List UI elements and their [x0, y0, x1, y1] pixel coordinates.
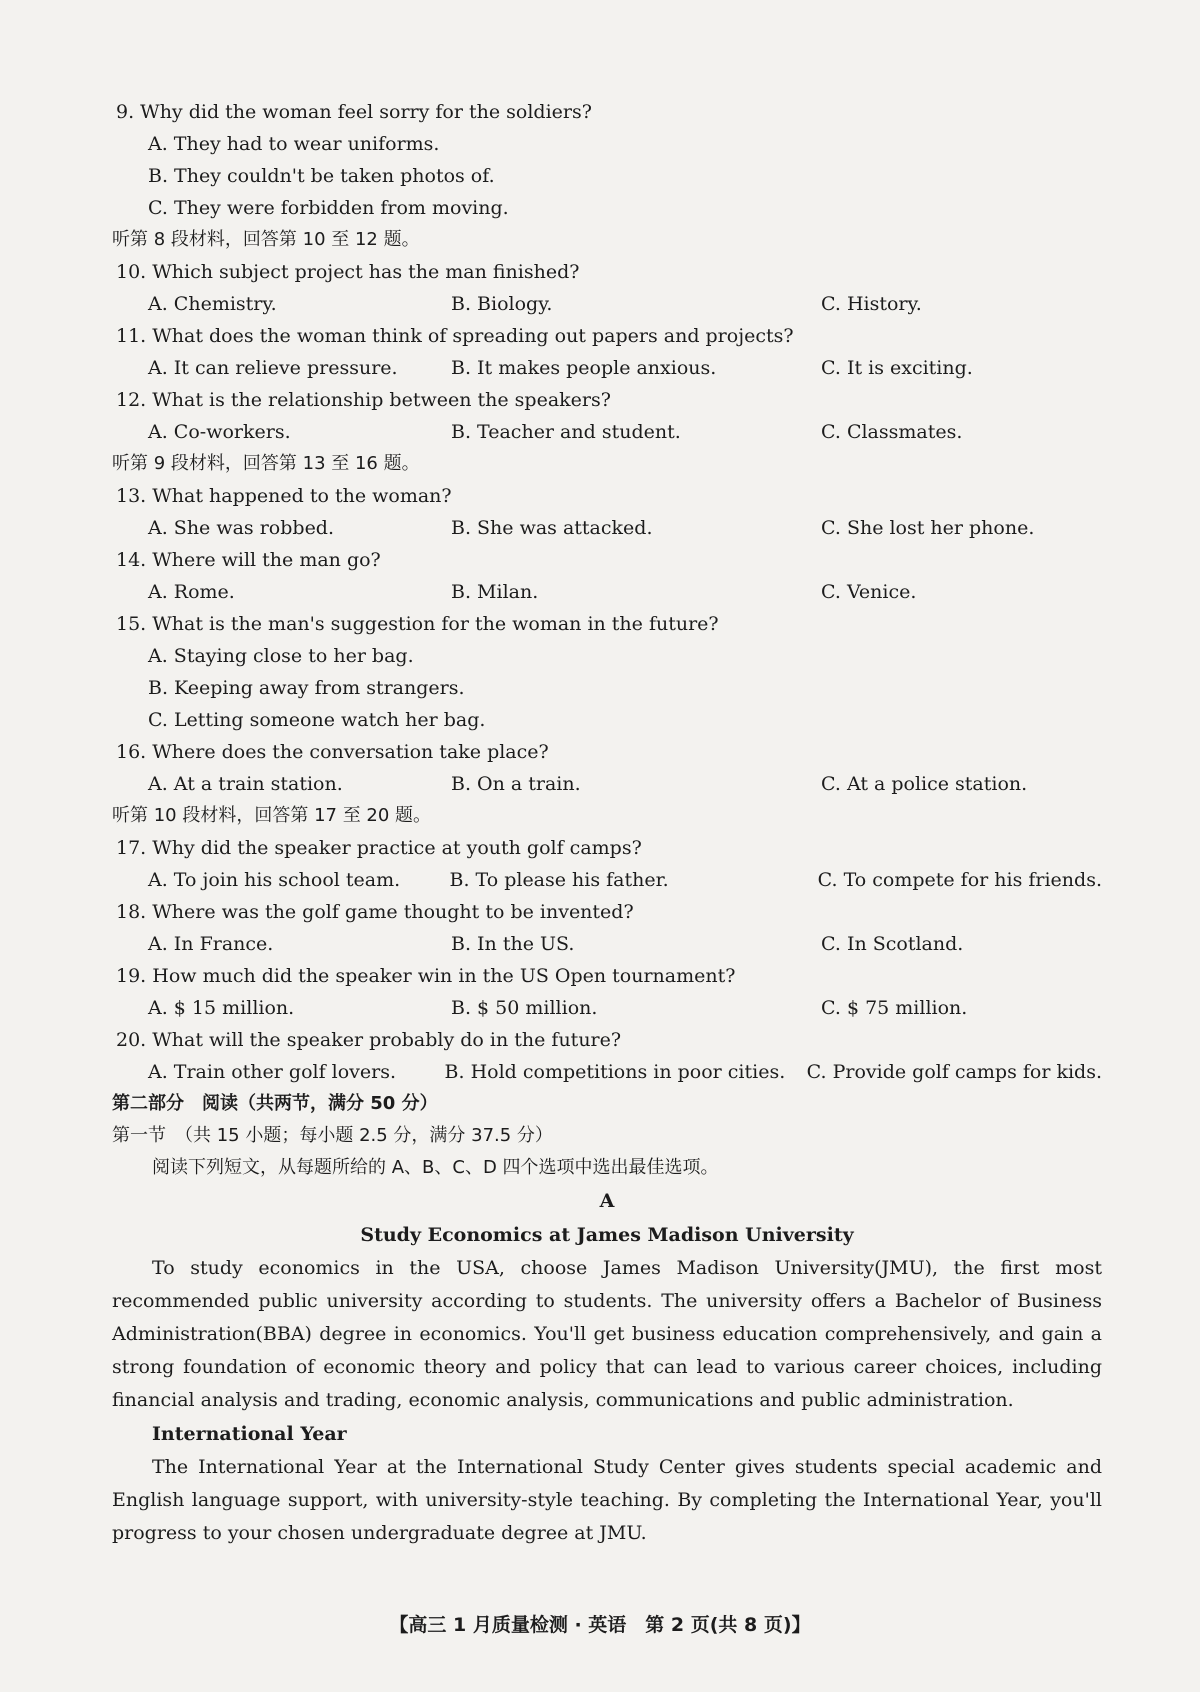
question-19-option-a: A. $ 15 million. [148, 997, 295, 1019]
question-13-option-b: B. She was attacked. [451, 517, 653, 539]
question-15-option-b: B. Keeping away from strangers. [148, 677, 465, 699]
question-11-option-c: C. It is exciting. [821, 357, 973, 379]
question-12-options [112, 416, 1102, 448]
passage-subheading: International Year [152, 1423, 347, 1445]
question-20-options [112, 1056, 1102, 1088]
question-15-option-a: A. Staying close to her bag. [148, 645, 414, 667]
question-17-option-a: A. To join his school team. [148, 869, 401, 891]
question-16-option-a: A. At a train station. [148, 773, 343, 795]
question-15-stem: 15. What is the man's suggestion for the woman in the future? [116, 613, 719, 635]
section-9-instruction: 听第 9 段材料，回答第 13 至 16 题。 [112, 453, 420, 474]
section-1-heading: 第一节 （共 15 小题；每小题 2.5 分，满分 37.5 分） [112, 1125, 553, 1146]
question-19-options [112, 992, 1102, 1024]
question-11-option-a: A. It can relieve pressure. [148, 357, 398, 379]
question-15-option-c: C. Letting someone watch her bag. [148, 709, 486, 731]
question-18-options [112, 928, 1102, 960]
question-14-stem: 14. Where will the man go? [116, 549, 381, 571]
question-9-option-c: C. They were forbidden from moving. [148, 197, 509, 219]
question-18-option-a: A. In France. [148, 933, 274, 955]
question-17-stem: 17. Why did the speaker practice at youth golf camps? [116, 837, 642, 859]
question-16-options [112, 768, 1102, 800]
question-10-options [112, 288, 1102, 320]
page-footer: 【高三 1 月质量检测 · 英语 第 2 页(共 8 页)】 [389, 1614, 811, 1636]
question-13-option-c: C. She lost her phone. [821, 517, 1035, 539]
question-11-options [112, 352, 1102, 384]
question-19-option-c: C. $ 75 million. [821, 997, 968, 1019]
question-12-stem: 12. What is the relationship between the speakers? [116, 389, 611, 411]
question-11-option-b: B. It makes people anxious. [451, 357, 717, 379]
reading-instruction: 阅读下列短文，从每题所给的 A、B、C、D 四个选项中选出最佳选项。 [152, 1157, 719, 1178]
question-19-stem: 19. How much did the speaker win in the US Open tournament? [116, 965, 736, 987]
question-13-stem: 13. What happened to the woman? [116, 485, 452, 507]
question-20-option-c: C. Provide golf camps for kids. [806, 1061, 1102, 1083]
question-13-options [112, 512, 1102, 544]
question-9-option-a: A. They had to wear uniforms. [148, 133, 440, 155]
question-16-stem: 16. Where does the conversation take place? [116, 741, 549, 763]
question-9-stem: 9. Why did the woman feel sorry for the soldiers? [116, 101, 592, 123]
passage-paragraph-1: To study economics in the USA, choose James Madison University(JMU), the first most recommended public university according to students. The university offers a Bachelor of Business Administration(BBA) degree in economics. You'll get business education comprehensively, and gain a strong foundation of economic theory and policy that can lead to various career choices, including financial analysis and trading, economic analysis, communications and public administration. [112, 1257, 1102, 1411]
question-16-option-b: B. On a train. [451, 773, 581, 795]
question-20-option-a: A. Train other golf lovers. [148, 1061, 397, 1083]
question-14-option-b: B. Milan. [451, 581, 539, 603]
page-content [112, 96, 1102, 1550]
question-19-option-b: B. $ 50 million. [451, 997, 598, 1019]
question-10-option-b: B. Biology. [451, 293, 553, 315]
passage-title: Study Economics at James Madison University [360, 1224, 854, 1246]
question-12-option-c: C. Classmates. [821, 421, 963, 443]
question-12-option-b: B. Teacher and student. [451, 421, 681, 443]
question-18-option-b: B. In the US. [451, 933, 575, 955]
question-17-option-b: B. To please his father. [449, 869, 669, 891]
question-20-stem: 20. What will the speaker probably do in the future? [116, 1029, 622, 1051]
part-2-heading: 第二部分 阅读（共两节，满分 50 分） [112, 1093, 438, 1114]
passage-letter: A [599, 1190, 615, 1212]
question-10-option-c: C. History. [821, 293, 922, 315]
question-10-option-a: A. Chemistry. [148, 293, 277, 315]
section-10-instruction: 听第 10 段材料，回答第 17 至 20 题。 [112, 805, 432, 826]
question-13-option-a: A. She was robbed. [148, 517, 335, 539]
question-14-options [112, 576, 1102, 608]
question-11-stem: 11. What does the woman think of spreading out papers and projects? [116, 325, 794, 347]
question-18-stem: 18. Where was the golf game thought to be invented? [116, 901, 634, 923]
section-8-instruction: 听第 8 段材料，回答第 10 至 12 题。 [112, 229, 420, 250]
question-9-option-b: B. They couldn't be taken photos of. [148, 165, 495, 187]
passage-paragraph-2: The International Year at the International Study Center gives students special academic and English language support, with university-style teaching. By completing the International Year, you'll progress to your chosen undergraduate degree at JMU. [112, 1456, 1102, 1544]
question-12-option-a: A. Co-workers. [148, 421, 291, 443]
question-14-option-a: A. Rome. [148, 581, 235, 603]
question-10-stem: 10. Which subject project has the man finished? [116, 261, 580, 283]
question-18-option-c: C. In Scotland. [821, 933, 964, 955]
question-17-options [112, 864, 1102, 896]
question-14-option-c: C. Venice. [821, 581, 917, 603]
question-20-option-b: B. Hold competitions in poor cities. [444, 1061, 786, 1083]
question-16-option-c: C. At a police station. [821, 773, 1028, 795]
question-17-option-c: C. To compete for his friends. [817, 869, 1102, 891]
